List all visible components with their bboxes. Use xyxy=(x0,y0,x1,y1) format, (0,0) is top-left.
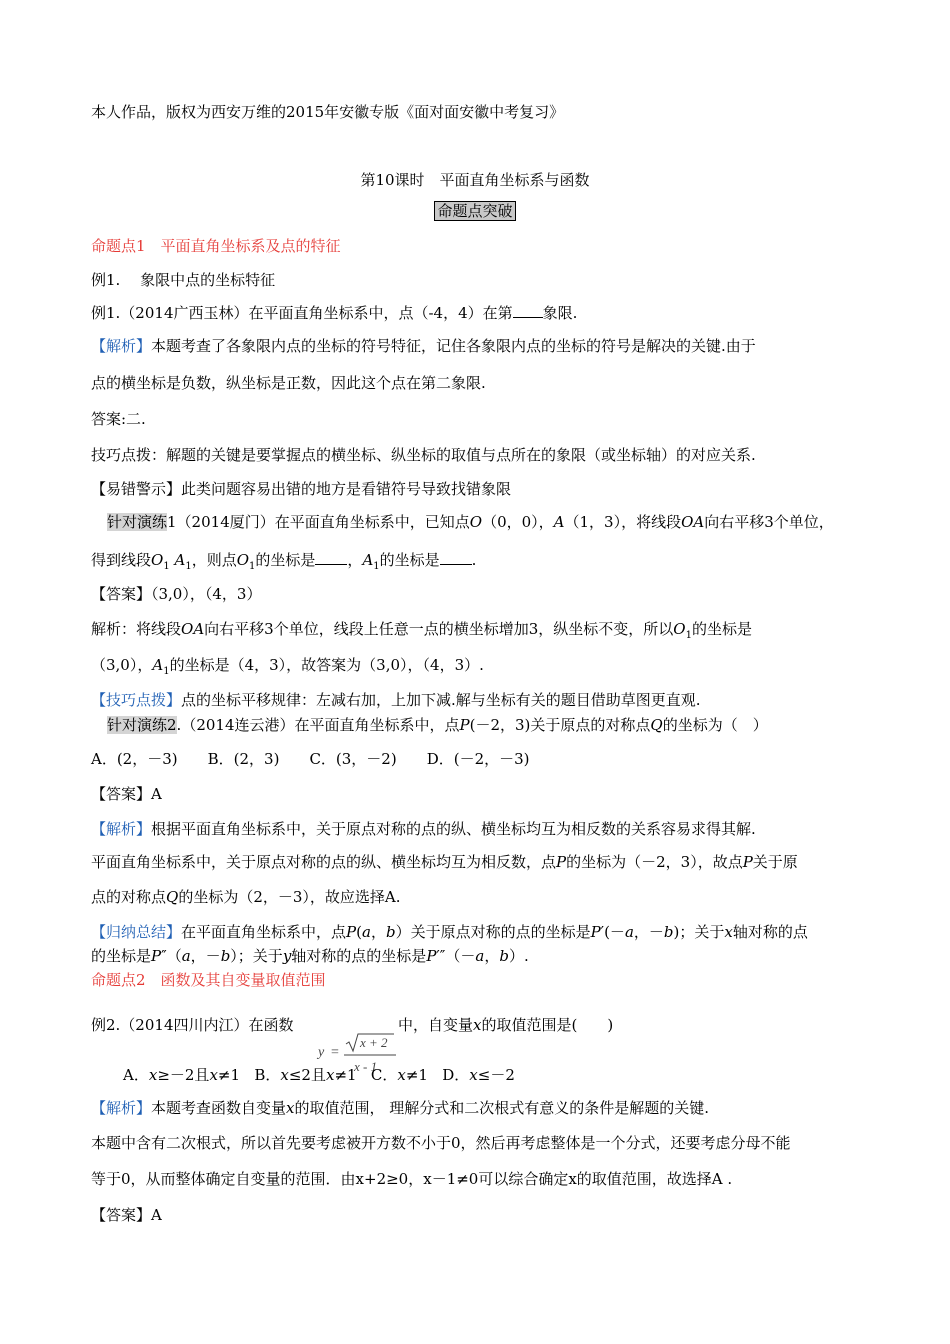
example1-label: 例1. 象限中点的坐标特征 xyxy=(91,271,276,289)
example1-analysis-2: 点的横坐标是负数，纵坐标是正数，因此这个点在第二象限. xyxy=(91,374,486,392)
var: A xyxy=(152,656,164,674)
var: x xyxy=(286,1099,295,1117)
var: A xyxy=(553,513,565,531)
var: x xyxy=(209,1066,218,1084)
text: ， xyxy=(484,947,500,965)
text: ″（ xyxy=(161,947,182,965)
text: （3,0）， xyxy=(91,656,153,674)
text: 的坐标是 xyxy=(255,551,316,569)
var: x xyxy=(325,1066,335,1084)
practice1-line-2 xyxy=(91,550,476,577)
text: 向右平移3个单位，线段上任意一点的横坐标增加3，纵坐标不变，所以 xyxy=(204,620,674,638)
text: ）；关于 xyxy=(230,947,283,965)
text: ≤2且 xyxy=(288,1066,326,1084)
practice2-options: A．(2，－3) B．(2，3) C．(3，－2) D．(－2，－3) xyxy=(91,750,530,768)
formula-y: y xyxy=(318,1045,325,1060)
text: )；关于 xyxy=(673,923,725,941)
var: P xyxy=(459,716,470,734)
formula-equals: = xyxy=(331,1045,339,1060)
text: ，－ xyxy=(633,923,664,941)
example1-answer: 答案:二. xyxy=(91,410,146,428)
var: a xyxy=(181,947,191,965)
text: 中，自变量 xyxy=(398,1016,474,1034)
text: .（2014连云港）在平面直角坐标系中，点 xyxy=(176,716,460,734)
sub: 1 xyxy=(249,561,256,572)
text: 的取值范围， 理解分式和二次根式有意义的条件是解题的关键. xyxy=(294,1099,710,1117)
text: ≠1 xyxy=(405,1066,428,1084)
text: 向右平移3个单位， xyxy=(704,513,834,531)
var: OA xyxy=(181,620,205,638)
practice1-solution-2 xyxy=(91,655,484,682)
warning-note: 【易错警示】此类问题容易出错的地方是看错符号导致找错象限 xyxy=(91,480,512,498)
var: a xyxy=(624,923,634,941)
var: b xyxy=(663,923,674,941)
practice-tag: 针对演练 xyxy=(107,513,168,531)
var: P xyxy=(346,923,357,941)
section-box-wrap xyxy=(0,201,950,221)
summary-line-1 xyxy=(91,922,808,942)
var: a xyxy=(361,923,371,941)
text: 的坐标是 xyxy=(379,551,440,569)
tip-tag: 【技巧点拨】 xyxy=(91,691,182,709)
sub: 1 xyxy=(185,561,192,572)
analysis-tag: 【解析】 xyxy=(91,820,152,838)
var: Q xyxy=(650,716,663,734)
practice1-solution-1 xyxy=(91,619,752,646)
var: P xyxy=(742,853,753,871)
var: P xyxy=(426,947,437,965)
var: x xyxy=(280,1066,289,1084)
text: ′″（－ xyxy=(436,947,476,965)
text: 轴对称的点 xyxy=(732,923,808,941)
var: O xyxy=(151,551,164,569)
practice2-solution-1 xyxy=(91,819,756,839)
text: 象限. xyxy=(542,304,578,322)
var: a xyxy=(475,947,485,965)
var: y xyxy=(282,947,292,965)
var: P xyxy=(590,923,601,941)
text: 的坐标为（ ） xyxy=(662,716,768,734)
text: （0，0）， xyxy=(482,513,554,531)
text: 的坐标为（－2，3），故点 xyxy=(566,853,743,871)
text: (－2，3)关于原点的对称点 xyxy=(469,716,651,734)
answer-blank xyxy=(440,550,472,565)
section-box: 命题点突破 xyxy=(434,201,515,221)
text: ）关于原点对称的点的坐标是 xyxy=(395,923,591,941)
text: ，－ xyxy=(190,947,221,965)
example2-answer: 【答案】A xyxy=(91,1206,162,1224)
text: ， xyxy=(347,551,363,569)
text: 关于原 xyxy=(752,853,798,871)
tip-1: 技巧点拨：解题的关键是要掌握点的横坐标、纵坐标的取值与点所在的象限（或坐标轴）的对应关系. xyxy=(91,446,756,464)
topic1-heading: 命题点1 平面直角坐标系及点的特征 xyxy=(91,237,341,255)
example2-question-a: 例2.（2014四川内江）在函数 xyxy=(91,1016,294,1034)
text: 1（2014厦门）在平面直角坐标系中，已知点 xyxy=(167,513,470,531)
text: ， xyxy=(370,923,386,941)
example1-question xyxy=(91,303,577,323)
option-letter: D． xyxy=(442,1066,470,1084)
example2-question-b xyxy=(398,1015,613,1035)
summary-line-2 xyxy=(91,946,529,966)
var: O xyxy=(469,513,483,531)
example2-solution-2: 本题中含有二次根式，所以首先要考虑被开方数不小于0，然后再考虑整体是一个分式，还要考虑分母不能 xyxy=(91,1134,791,1152)
practice2-solution-2 xyxy=(91,852,798,872)
text: 平面直角坐标系中，关于原点对称的点的纵、横坐标均互为相反数，点 xyxy=(91,853,557,871)
practice1-answer: 【答案】（3,0），（4，3） xyxy=(91,585,262,603)
text: 根据平面直角坐标系中，关于原点对称的点的纵、横坐标均互为相反数的关系容易求得其解. xyxy=(151,820,756,838)
var: x xyxy=(724,923,733,941)
text: 的坐标为（2，－3），故应选择A. xyxy=(178,888,401,906)
practice-tag: 针对演练2 xyxy=(107,716,177,734)
text: ≠1 xyxy=(334,1066,357,1084)
sub: 1 xyxy=(163,561,170,572)
var: A xyxy=(174,551,186,569)
text: 的坐标是 xyxy=(691,620,752,638)
example2-solution-1 xyxy=(91,1098,709,1118)
var: P xyxy=(151,947,162,965)
text: 本题考查了各象限内点的坐标的符号特征，记住各象限内点的坐标的符号是解决的关键.由于 xyxy=(151,337,756,355)
practice2-solution-3 xyxy=(91,887,401,907)
text: ）. xyxy=(509,947,529,965)
option-letter: B． xyxy=(254,1066,281,1084)
var: O xyxy=(236,551,250,569)
text: 的取值范围是( ) xyxy=(481,1016,614,1034)
practice2-question xyxy=(107,715,768,735)
analysis-tag: 【解析】 xyxy=(91,1099,152,1117)
sub: 1 xyxy=(685,630,692,641)
var: OA xyxy=(681,513,705,531)
lesson-title: 第10课时 平面直角坐标系与函数 xyxy=(360,171,590,189)
var: A xyxy=(362,551,374,569)
text: 在平面直角坐标系中，点 xyxy=(181,923,347,941)
text: 点的对称点 xyxy=(91,888,167,906)
formula-numerator: x + 2 xyxy=(360,1035,388,1050)
sub: 1 xyxy=(163,666,170,677)
copyright-notice: 本人作品，版权为西安万维的2015年安徽专版《面对面安徽中考复习》 xyxy=(91,103,565,121)
text: 的坐标是 xyxy=(91,947,152,965)
option-letter: A． xyxy=(123,1066,149,1084)
var: x xyxy=(473,1016,482,1034)
text: 点的坐标平移规律：左减右加，上加下减.解与坐标有关的题目借助草图更直观. xyxy=(181,691,701,709)
var: Q xyxy=(166,888,179,906)
practice2-answer: 【答案】A xyxy=(91,785,162,803)
text: ( xyxy=(356,923,362,941)
text: ，则点 xyxy=(191,551,237,569)
example2-solution-3: 等于0，从而整体确定自变量的范围．由x+2≥0，x－1≠0可以综合确定x的取值范围，故选择A . xyxy=(91,1170,733,1188)
text: ′(－ xyxy=(600,923,625,941)
text: ≤－2 xyxy=(477,1066,515,1084)
text: （1，3），将线段 xyxy=(564,513,682,531)
text: 得到线段 xyxy=(91,551,152,569)
var: b xyxy=(385,923,396,941)
tip-2 xyxy=(91,690,701,710)
topic2-heading: 命题点2 函数及其自变量取值范围 xyxy=(91,971,326,989)
var: b xyxy=(220,947,231,965)
var: x xyxy=(469,1066,478,1084)
var: x xyxy=(397,1066,406,1084)
var: x xyxy=(148,1066,158,1084)
text: 例1.（2014广西玉林）在平面直角坐标系中，点（-4，4）在第 xyxy=(91,304,513,322)
text: . xyxy=(471,551,477,569)
text: 解析：将线段 xyxy=(91,620,182,638)
answer-blank xyxy=(315,550,347,565)
sub: 1 xyxy=(373,561,380,572)
text: 轴对称的点的坐标是 xyxy=(291,947,427,965)
var: b xyxy=(499,947,509,965)
text: ≠1 xyxy=(217,1066,241,1084)
text: ≥－2且 xyxy=(157,1066,210,1084)
example2-options xyxy=(123,1065,515,1085)
answer-blank xyxy=(513,303,543,318)
analysis-tag: 【解析】 xyxy=(91,337,152,355)
var: O xyxy=(673,620,686,638)
formula-denominator: x - 1 xyxy=(354,1059,378,1074)
example1-analysis-1 xyxy=(91,336,756,356)
option-letter: C． xyxy=(370,1066,398,1084)
text: 本题考查函数自变量 xyxy=(151,1099,287,1117)
summary-tag: 【归纳总结】 xyxy=(91,923,182,941)
practice1-line-1 xyxy=(107,512,834,532)
var: P xyxy=(556,853,567,871)
text: 的坐标是（4，3），故答案为（3,0），（4，3）. xyxy=(169,656,484,674)
